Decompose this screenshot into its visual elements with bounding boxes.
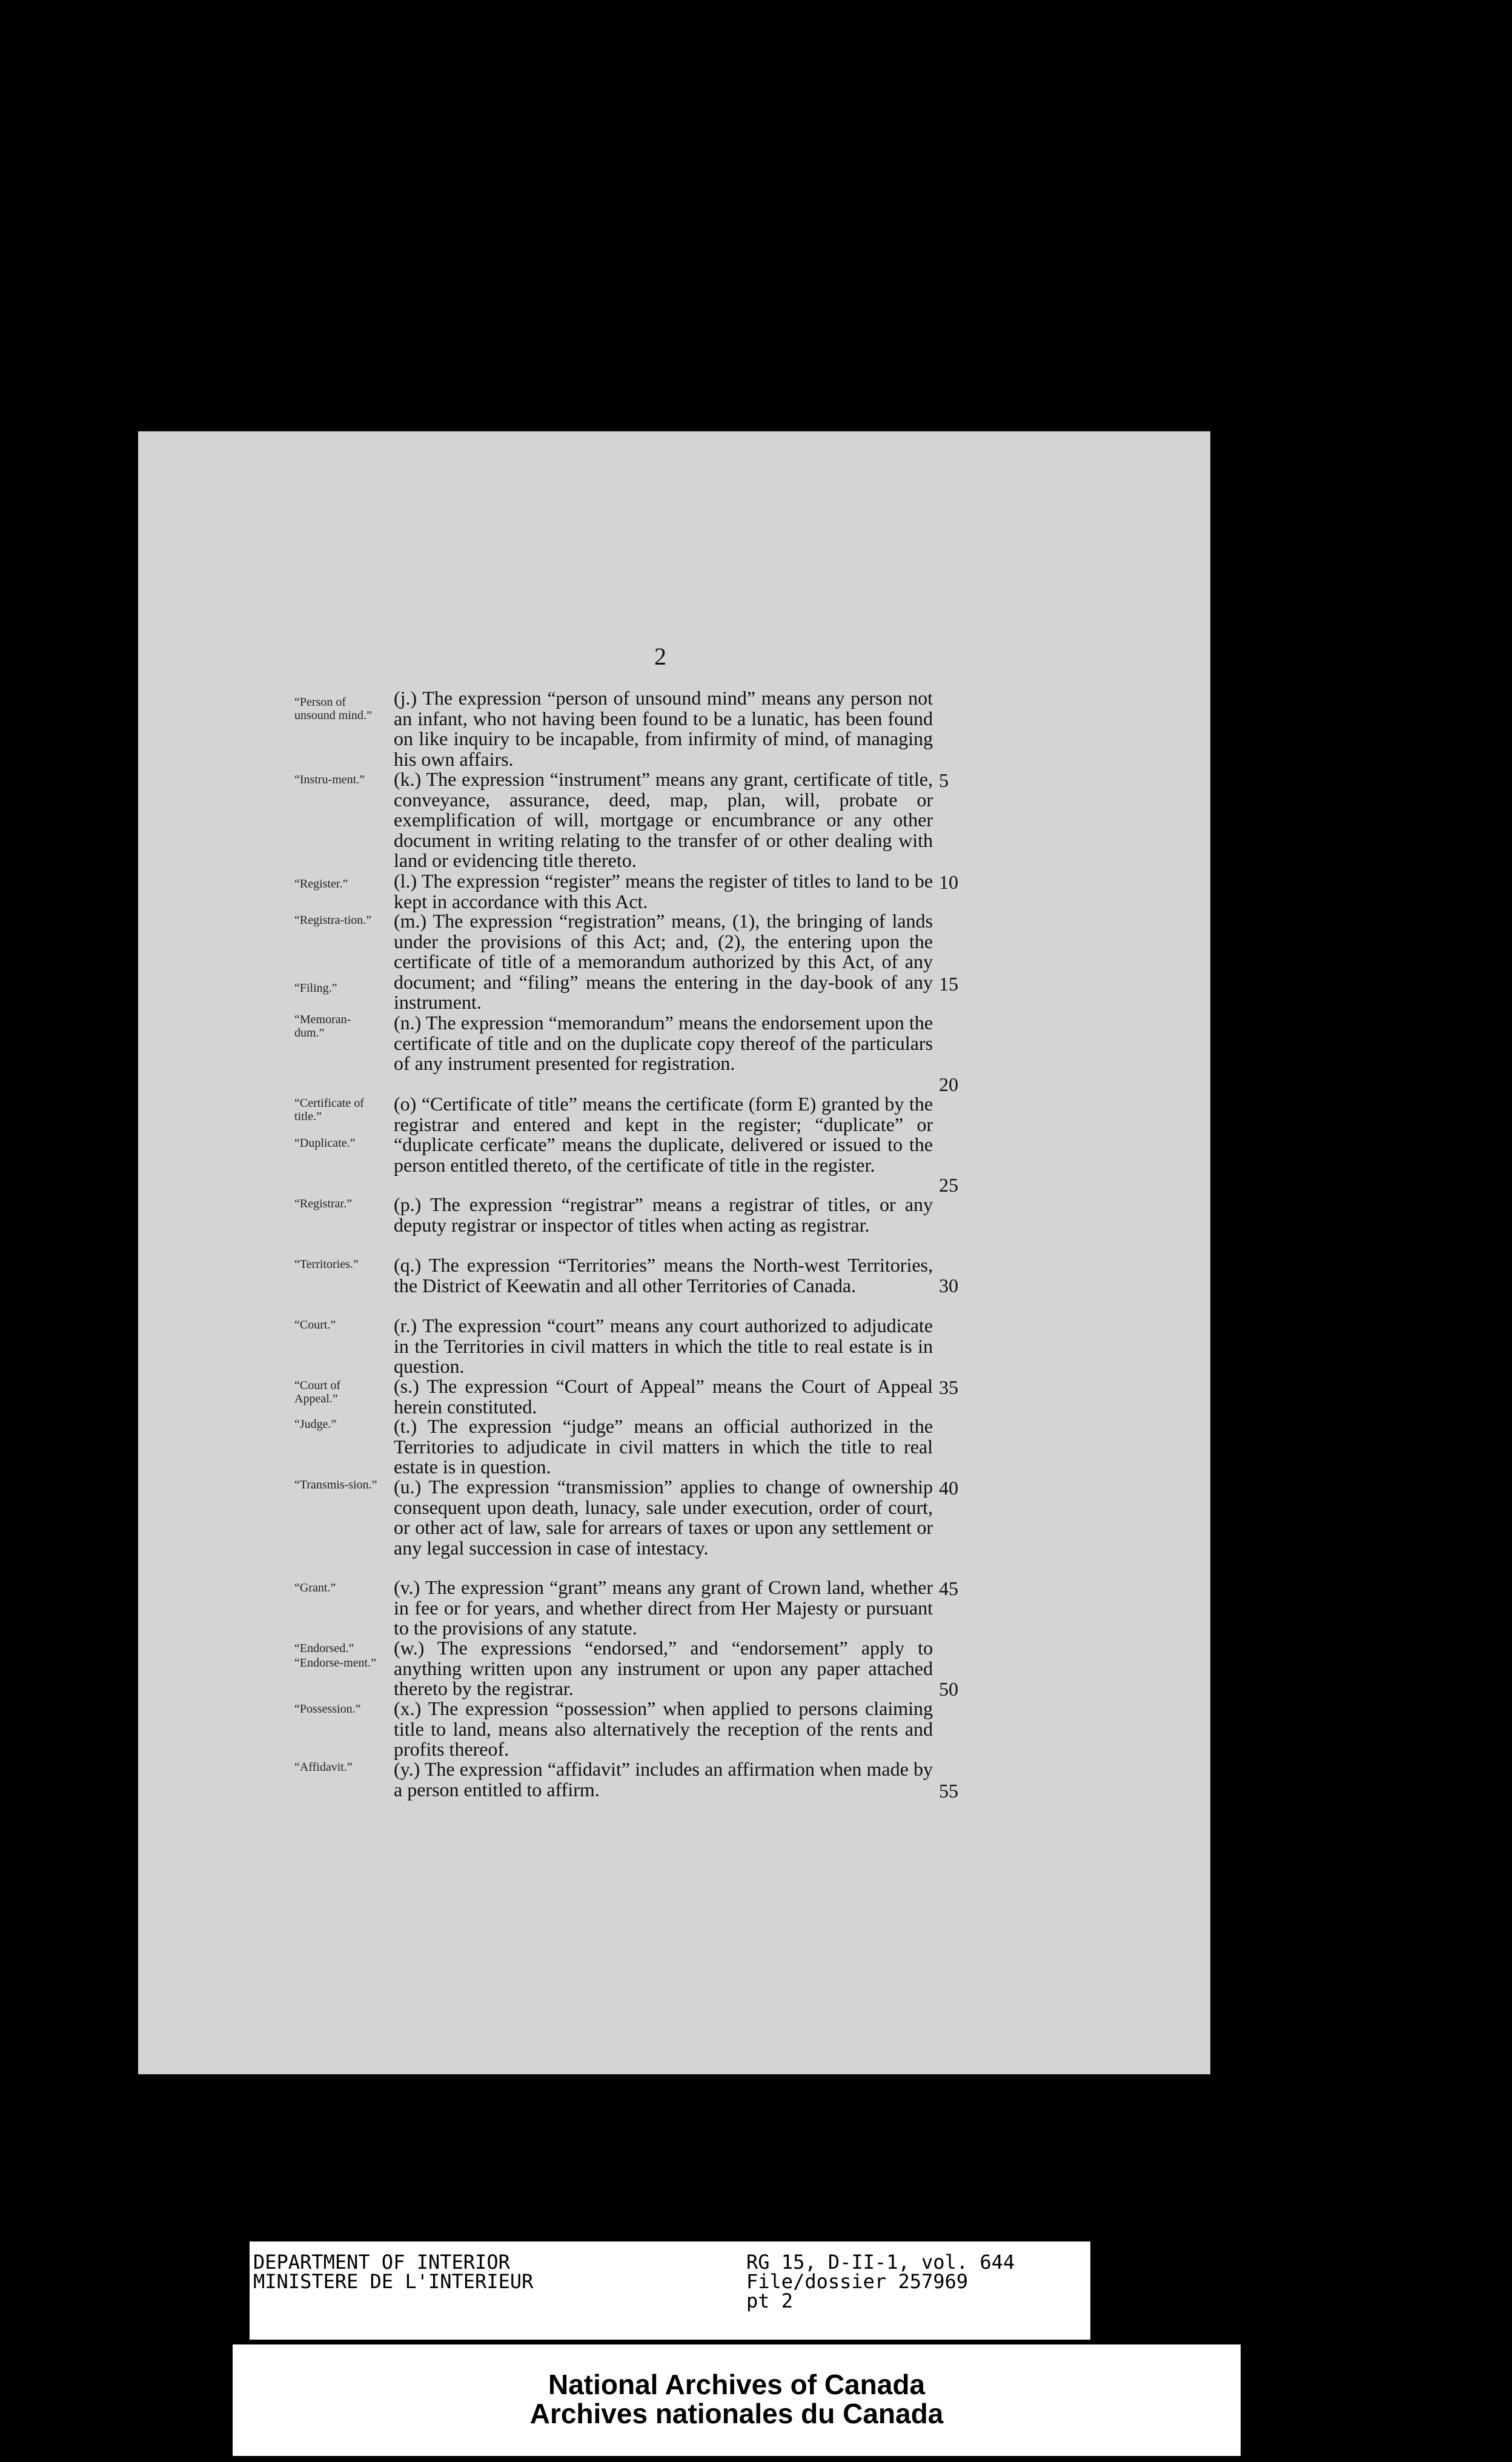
margin-note: “Register.” [294, 877, 348, 891]
margin-note: “Possession.” [294, 1702, 361, 1716]
margin-note: “Court of Appeal.” [294, 1379, 341, 1405]
definition-paragraph: (v.) The expression “grant” means any grant of Crown land, whether in fee or for years, and whether direct from Her Majesty or pursuant to the provisions of any statute. [394, 1576, 933, 1639]
definition-paragraph: (k.) The expression “instrument” means any grant, certificate of title, conveyance, assurance, deed, map, plan, will, probate or exemplification of will, mortgage or encumbrance or any other document in writing relating to the transfer of or other dealing with land or evidencing title thereto. [394, 768, 933, 871]
definition-paragraph: (x.) The expression “possession” when applied to persons claiming title to land, means also alternatively the reception of the rents and profits thereof. [394, 1697, 933, 1760]
margin-note: “Judge.” [294, 1418, 337, 1431]
definition-paragraph: (t.) The expression “judge” means an official authorized in the Territories to adjudicate in civil matters in which the title to real estate is in question. [394, 1415, 933, 1478]
definition-paragraph: (r.) The expression “court” means any court authorized to adjudicate in the Territories in civil matters in which the title to real estate is in question. [394, 1315, 933, 1377]
definition-paragraph: (j.) The expression “person of unsound mind” means any person not an infant, who not having been found to be a lunatic, has been found on like inquiry to be incapable, from infirmity of mind, of managing his own affairs. [394, 687, 933, 770]
file-reference: RG 15, D-II-1, vol. 644 File/dossier 257969 pt 2 [746, 2251, 1015, 2312]
document-page [138, 431, 1210, 2074]
page-number: 2 [654, 643, 666, 670]
definition-paragraph: (o) “Certificate of title” means the certificate (form E) granted by the registrar and entered and kept in the register; “duplicate” or “duplicate cerficate” means the duplicate, delivered or issued to the person entitled thereto, of the certificate of title in the register. [394, 1093, 933, 1176]
definition-paragraph: (u.) The expression “transmission” applies to change of ownership consequent upon death, lunacy, sale under execution, order of court, or other act of law, sale for arrears of taxes or upon any settlement or any legal succession in case of intestacy. [394, 1476, 933, 1559]
line-number: 30 [939, 1275, 958, 1296]
archive-name-en: National Archives of Canada [548, 2369, 925, 2400]
definition-paragraph: (n.) The expression “memorandum” means the endorsement upon the certificate of title and on the duplicate copy thereof of the particulars of any instrument presented for registration. [394, 1012, 933, 1074]
line-number: 50 [939, 1678, 958, 1700]
margin-note: “Affidavit.” [294, 1760, 353, 1774]
margin-note: “Grant.” [294, 1581, 336, 1594]
definition-paragraph: (p.) The expression “registrar” means a registrar of titles, or any deputy registrar or inspector of titles when acting as registrar. [394, 1193, 933, 1236]
line-number: 25 [939, 1174, 958, 1196]
definition-paragraph: (m.) The expression “registration” means, (1), the bringing of lands under the provisions of this Act; and, (2), the entering upon the certificate of title of a memorandum authorized by this Act, of any document; and “filing” means the entering in the day-book of any instrument. [394, 910, 933, 1013]
margin-note: “Endorsed.” [294, 1642, 354, 1655]
line-number: 35 [939, 1376, 958, 1398]
margin-note: “Person of unsound mind.” [294, 695, 372, 722]
margin-note: “Duplicate.” [294, 1136, 356, 1150]
archive-reference-label [250, 2241, 1090, 2340]
line-number: 15 [939, 973, 958, 995]
line-number: 5 [939, 769, 949, 791]
definition-paragraph: (l.) The expression “register” means the register of titles to land to be kept in accordance with this Act. [394, 870, 933, 912]
margin-note: “Memoran-dum.” [294, 1013, 351, 1040]
definition-paragraph: (w.) The expressions “endorsed,” and “endorsement” apply to anything written upon any instrument or upon any paper attached thereto by the registrar. [394, 1637, 933, 1699]
line-number: 45 [939, 1578, 958, 1599]
line-number: 20 [939, 1073, 958, 1095]
margin-note: “Transmis-sion.” [294, 1478, 377, 1491]
archive-name-fr: Archives nationales du Canada [529, 2398, 944, 2429]
margin-note: “Territories.” [294, 1258, 359, 1271]
line-number: 55 [939, 1780, 958, 1802]
margin-note: “Filing.” [294, 981, 337, 995]
department-name: DEPARTMENT OF INTERIOR MINISTERE DE L'INTERIEUR [253, 2251, 534, 2293]
margin-note: “Registrar.” [294, 1197, 352, 1210]
definition-paragraph: (s.) The expression “Court of Appeal” means the Court of Appeal herein constituted. [394, 1375, 933, 1418]
definition-paragraph: (y.) The expression “affidavit” includes an affirmation when made by a person entitled to affirm. [394, 1758, 933, 1800]
definition-paragraph: (q.) The expression “Territories” means the North-west Territories, the District of Keewatin and all other Territories of Canada. [394, 1254, 933, 1296]
margin-note: “Endorse-ment.” [294, 1656, 376, 1670]
archive-stamp [233, 2344, 1241, 2456]
margin-note: “Court.” [294, 1318, 336, 1332]
margin-note: “Certificate of title.” [294, 1097, 364, 1123]
line-number: 40 [939, 1477, 958, 1499]
line-number: 10 [939, 871, 958, 893]
margin-note: “Registra-tion.” [294, 914, 372, 927]
margin-note: “Instru-ment.” [294, 773, 365, 786]
